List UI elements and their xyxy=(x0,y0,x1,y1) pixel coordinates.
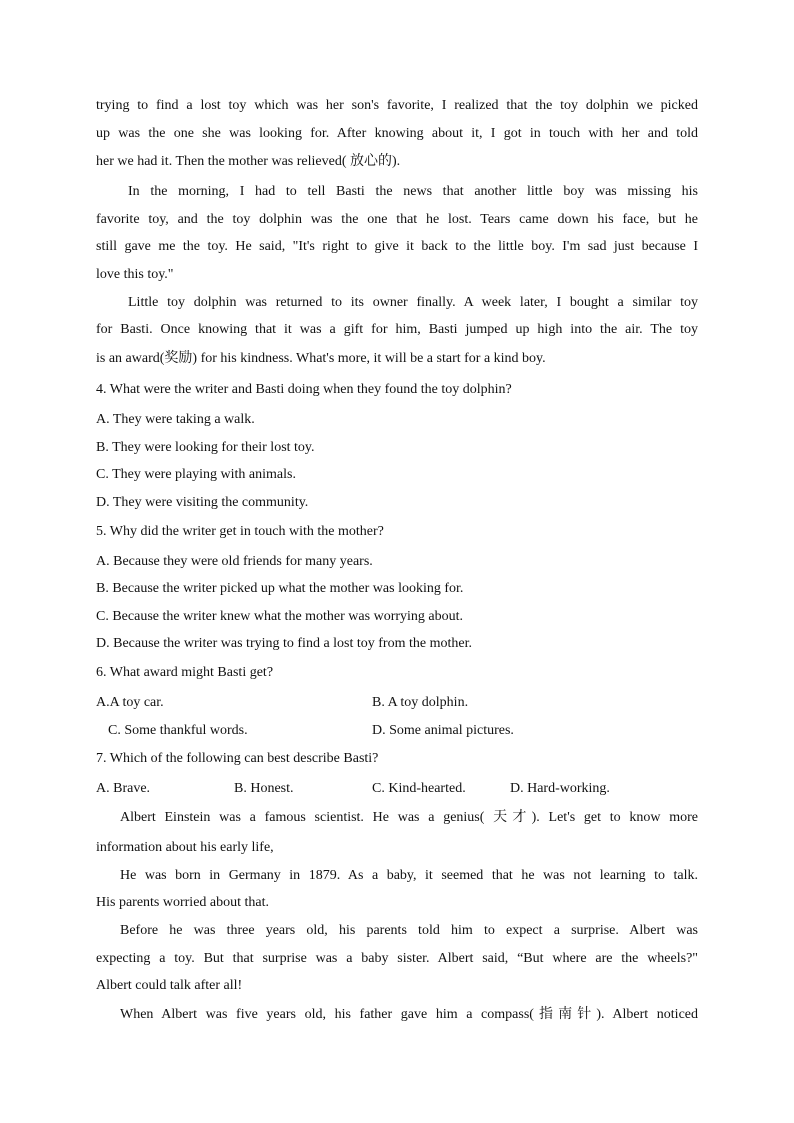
passage-line: Little toy dolphin was returned to its owner finally. A week later, I bought a similar toy xyxy=(128,295,698,310)
question-4-option-b: B. They were looking for their lost toy. xyxy=(96,440,315,455)
question-6-option-a: A.A toy car. xyxy=(96,695,164,710)
question-5-stem: 5. Why did the writer get in touch with the mother? xyxy=(96,524,384,539)
question-5-option-c: C. Because the writer knew what the mother was worrying about. xyxy=(96,609,464,624)
passage-line: for Basti. Once knowing that it was a gift for him, Basti jumped up high into the air. The toy xyxy=(96,322,698,337)
passage-line: favorite toy, and the toy dolphin was the one that he lost. Tears came down his face, but he xyxy=(96,212,698,227)
question-6-option-d: D. Some animal pictures. xyxy=(372,723,514,738)
question-7-option-b: B. Honest. xyxy=(234,781,294,796)
question-4-option-a: A. They were taking a walk. xyxy=(96,412,255,427)
question-7-option-d: D. Hard-working. xyxy=(510,781,610,796)
passage-line: When Albert was five years old, his father gave him a compass(指南针). Albert noticed xyxy=(120,1007,698,1022)
question-4-option-d: D. They were visiting the community. xyxy=(96,495,309,510)
question-7-option-c: C. Kind-hearted. xyxy=(372,781,466,796)
passage-line: information about his early life, xyxy=(96,840,274,855)
question-6-option-c: C. Some thankful words. xyxy=(108,723,248,738)
passage-line: He was born in Germany in 1879. As a baby, it seemed that he was not learning to talk. xyxy=(120,868,698,883)
passage-line: love this toy." xyxy=(96,267,174,282)
passage-line: is an award(奖励) for his kindness. What's more, it will be a start for a kind boy. xyxy=(96,351,546,366)
passage-line: His parents worried about that. xyxy=(96,895,270,910)
passage-line: Albert Einstein was a famous scientist. He was a genius( 天才). Let's get to know more xyxy=(120,810,698,825)
question-6-option-b: B. A toy dolphin. xyxy=(372,695,469,710)
passage-line: still gave me the toy. He said, "It's right to give it back to the little boy. I'm sad just because I xyxy=(96,239,698,254)
question-5-option-d: D. Because the writer was trying to find a lost toy from the mother. xyxy=(96,636,472,651)
question-5-option-a: A. Because they were old friends for many years. xyxy=(96,554,373,569)
passage-line: expecting a toy. But that surprise was a baby sister. Albert said, “But where are the wheels?" xyxy=(96,951,698,966)
passage-line: trying to find a lost toy which was her son's favorite, I realized that the toy dolphin we picked xyxy=(96,98,698,113)
passage-line: Albert could talk after all! xyxy=(96,978,243,993)
question-4-option-c: C. They were playing with animals. xyxy=(96,467,296,482)
question-5-option-b: B. Because the writer picked up what the mother was looking for. xyxy=(96,581,464,596)
question-6-stem: 6. What award might Basti get? xyxy=(96,665,274,680)
passage-line: up was the one she was looking for. After knowing about it, I got in touch with her and told xyxy=(96,126,698,141)
passage-line: her we had it. Then the mother was relieved( 放心的). xyxy=(96,154,401,169)
passage-line: In the morning, I had to tell Basti the news that another little boy was missing his xyxy=(128,184,698,199)
passage-line: Before he was three years old, his parents told him to expect a surprise. Albert was xyxy=(120,923,698,938)
question-7-option-a: A. Brave. xyxy=(96,781,151,796)
question-4-stem: 4. What were the writer and Basti doing when they found the toy dolphin? xyxy=(96,382,512,397)
question-7-stem: 7. Which of the following can best describe Basti? xyxy=(96,751,379,766)
